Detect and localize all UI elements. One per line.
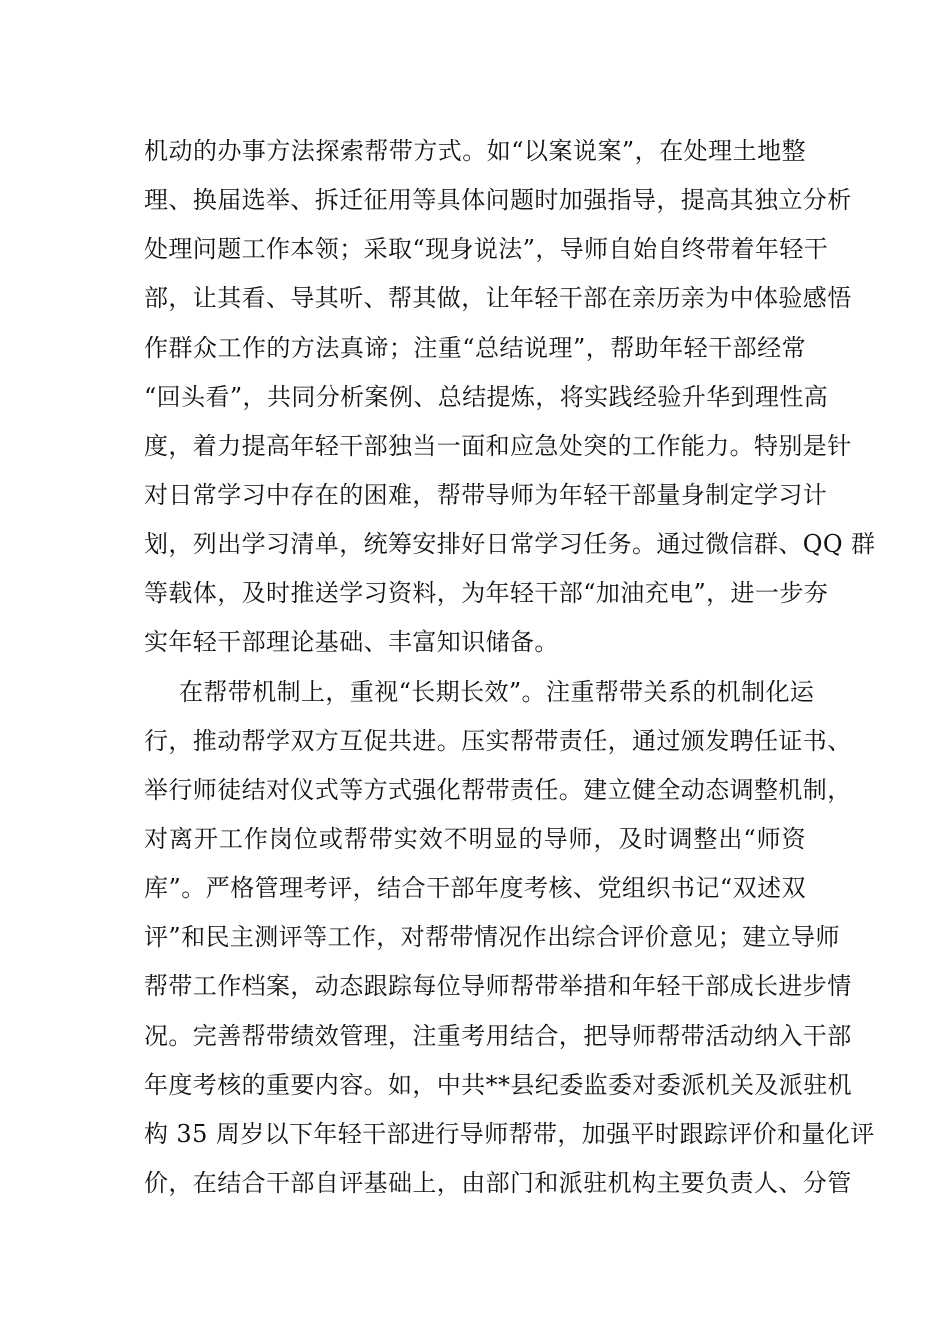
text-line: 价，在结合干部自评基础上，由部门和派驻机构主要负责人、分管	[144, 1168, 852, 1197]
text-line: 库”。严格管理考评，结合干部年度考核、党组织书记“双述双	[144, 874, 806, 903]
text-line: 作群众工作的方法真谛；注重“总结说理”，帮助年轻干部经常	[144, 333, 806, 362]
document-body	[144, 127, 876, 1208]
text-line: 等载体，及时推送学习资料，为年轻干部“加油充电”，进一步夯	[144, 579, 829, 608]
text-line: 部，让其看、导其听、帮其做，让年轻干部在亲历亲为中体验感悟	[144, 284, 852, 313]
text-line: 况。完善帮带绩效管理，注重考用结合，把导师帮带活动纳入干部	[144, 1021, 852, 1050]
text-line: 对日常学习中存在的困难，帮带导师为年轻干部量身制定学习计	[144, 480, 828, 509]
text-line: 处理问题工作本领；采取“现身说法”，导师自始自终带着年轻干	[144, 235, 829, 264]
text-line: 划，列出学习清单，统筹安排好日常学习任务。通过微信群、QQ 群	[144, 530, 876, 559]
text-line: 构 35 周岁以下年轻干部进行导师帮带，加强平时跟踪评价和量化评	[144, 1119, 875, 1148]
text-line: 帮带工作档案，动态跟踪每位导师帮带举措和年轻干部成长进步情	[144, 972, 852, 1001]
text-line: 理、换届选举、拆迁征用等具体问题时加强指导，提高其独立分析	[144, 186, 852, 215]
paragraph-1	[144, 127, 876, 668]
text-line: 机动的办事方法探索帮带方式。如“以案说案”，在处理土地整	[144, 137, 806, 165]
text-line: 年度考核的重要内容。如，中共**县纪委监委对委派机关及派驻机	[144, 1070, 852, 1099]
text-line: 行，推动帮学双方互促共进。压实帮带责任，通过颁发聘任证书、	[144, 726, 852, 755]
text-line: “回头看”，共同分析案例、总结提炼，将实践经验升华到理性高	[144, 382, 829, 411]
text-line: 评”和民主测评等工作，对帮带情况作出综合评价意见；建立导师	[144, 923, 840, 952]
text-line: 对离开工作岗位或帮带实效不明显的导师，及时调整出“师资	[144, 824, 806, 853]
text-line: 举行师徒结对仪式等方式强化帮带责任。建立健全动态调整机制，	[144, 775, 852, 804]
text-line: 度，着力提高年轻干部独当一面和应急处突的工作能力。特别是针	[144, 431, 852, 460]
paragraph-2	[144, 668, 875, 1209]
text-line: 实年轻干部理论基础、丰富知识储备。	[144, 628, 559, 657]
text-line: 在帮带机制上，重视“长期长效”。注重帮带关系的机制化运	[179, 677, 815, 706]
